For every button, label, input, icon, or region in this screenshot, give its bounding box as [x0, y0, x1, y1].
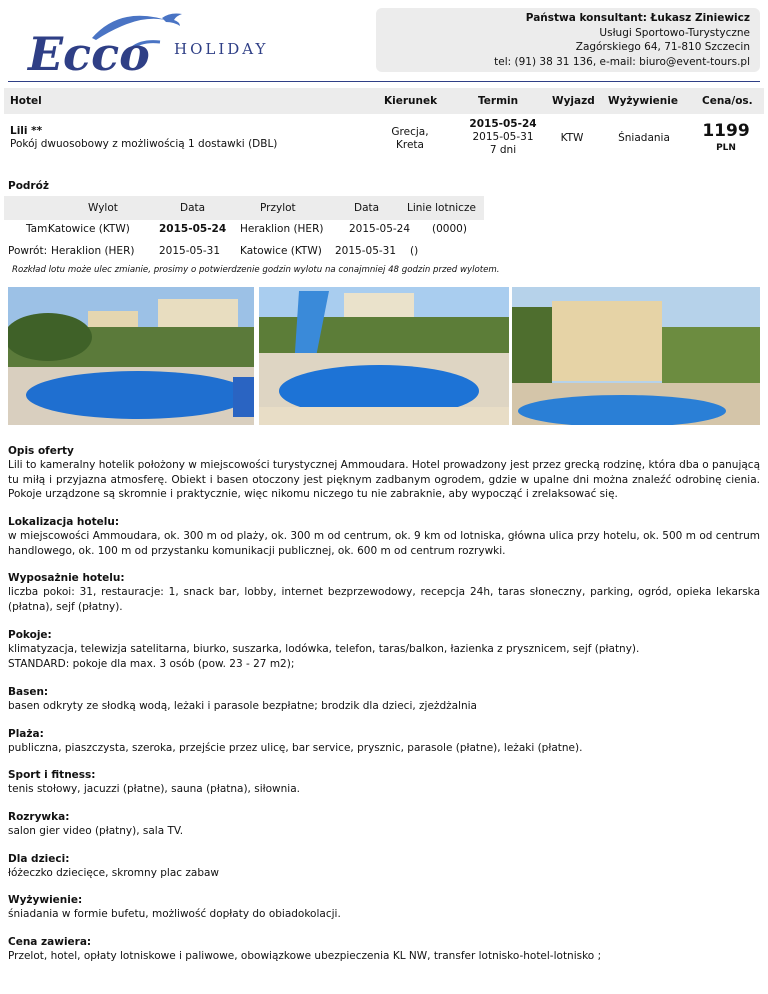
room-type: Pokój dwuosobowy z możliwością 1 dostawki (DBL): [10, 138, 278, 150]
consultant-box: [376, 8, 760, 72]
section-title: Rozrywka:: [8, 811, 70, 823]
section-description: [8, 444, 760, 501]
col-term: Termin: [478, 95, 519, 107]
flight-col-date1: Data: [180, 202, 206, 214]
hotel-name: Lili **: [10, 125, 43, 137]
flight-back-dep: Heraklion (HER): [51, 245, 135, 257]
section-text-2: STANDARD: pokoje dla max. 3 osób (pow. 23 - 27 m2);: [8, 657, 295, 670]
duration: 7 dni: [489, 144, 517, 156]
country: Grecja,: [391, 126, 429, 138]
flight-table-header: [4, 196, 484, 220]
section-text: Lili to kameralny hotelik położony w miejscowości turystycznej Ammoudara. Hotel prowadzony jest przez grecką rodzinę, która dba o panującą tu miłą i przyjazna atmosferę. Obiekt i basen otoczony jest pięknym zadbanym ogrodem, gdzie w upalne dni można znaleźć odrobinę cienia. Pokoje urządzone są skromnie i praktycznie, więc nikomu niczego tu nie zabraknie, aby wypocząć i zrelaksować się.: [8, 459, 760, 500]
section-location: [8, 515, 760, 558]
flight-out-date2: 2015-05-24: [349, 223, 411, 235]
flight-out-dep: Katowice (KTW): [48, 223, 130, 235]
section-text: klimatyzacja, telewizja satelitarna, biurko, suszarka, lodówka, telefon, taras/balkon, łazienka z prysznicem, sejf (płatny).: [8, 643, 640, 656]
section-sport: [8, 768, 760, 797]
hotel-photo-1[interactable]: [8, 287, 254, 425]
date-from: 2015-05-24: [469, 118, 537, 130]
section-rooms: [8, 628, 760, 671]
agency-contact[interactable]: tel: (91) 38 31 136, e-mail: biuro@event-tours.pl: [494, 55, 750, 68]
flight-out-arr: Heraklion (HER): [240, 223, 324, 235]
trip-title: Podróż: [8, 180, 49, 192]
departure-airport: KTW: [560, 132, 584, 144]
price: 1199: [702, 121, 750, 141]
col-departure: Wyjazd: [552, 95, 595, 107]
date-to: 2015-05-31: [472, 131, 534, 143]
section-text: tenis stołowy, jacuzzi (płatne), sauna (płatna), siłownia.: [8, 783, 300, 796]
flight-back-date2: 2015-05-31: [335, 245, 397, 257]
section-text: w miejscowości Ammoudara, ok. 300 m od plaży, ok. 300 m od centrum, ok. 9 km od lotniska, główna ulica przy hotelu, ok. 500 m od centrum handlowego, ok. 100 m od przystanku komunikacji publicznej, ok. 600 m od centrum rozrywki.: [8, 530, 760, 557]
brand-sub: HOLIDAY: [174, 40, 269, 58]
flight-out-label: Tam:: [26, 223, 51, 235]
flight-out-date1: 2015-05-24: [159, 223, 227, 235]
agency-name: Usługi Sportowo-Turystyczne: [599, 26, 750, 39]
section-facilities: [8, 571, 760, 614]
brand-name: Ecco: [28, 27, 150, 80]
section-text: basen odkryty ze słodką wodą, leżaki i parasole bezpłatne; brodzik dla dzieci, zjeżdżalnia: [8, 700, 477, 713]
section-title: Lokalizacja hotelu:: [8, 516, 120, 528]
section-beach: [8, 727, 760, 756]
section-text: salon gier video (płatny), sala TV.: [8, 825, 184, 838]
section-pool: [8, 685, 760, 714]
section-meals: [8, 893, 760, 922]
flight-col-airline: Linie lotnicze: [407, 202, 476, 214]
flight-col-arr: Przylot: [260, 202, 296, 214]
section-title: Dla dzieci:: [8, 853, 70, 865]
flight-back-label: Powrót:: [8, 245, 48, 257]
offer-row: [4, 116, 764, 162]
col-hotel: Hotel: [10, 95, 42, 107]
flight-col-date2: Data: [354, 202, 380, 214]
section-kids: [8, 852, 760, 881]
flight-back-airline: (): [410, 245, 419, 257]
region: Kreta: [396, 139, 424, 151]
section-entertainment: [8, 810, 760, 839]
section-title: Cena zawiera:: [8, 936, 92, 948]
section-text: publiczna, piaszczysta, szeroka, przejście przez ulicę, bar service, prysznic, parasole (płatne), leżaki (płatne).: [8, 742, 583, 755]
col-board: Wyżywienie: [608, 95, 678, 107]
section-title: Wyposażnie hotelu:: [8, 572, 125, 584]
offer-table-header: [4, 88, 764, 114]
col-price: Cena/os.: [702, 95, 753, 107]
ecco-holiday-logo: [22, 8, 292, 80]
header-divider: [8, 81, 760, 82]
consultant-name: Państwa konsultant: Łukasz Ziniewicz: [525, 12, 750, 24]
section-title: Basen:: [8, 686, 49, 698]
board-type: Śniadania: [618, 132, 670, 144]
flight-col-dep: Wylot: [88, 202, 118, 214]
section-title: Sport i fitness:: [8, 769, 96, 781]
col-direction: Kierunek: [384, 95, 438, 107]
section-text: łóżeczko dziecięce, skromny plac zabaw: [8, 867, 219, 880]
currency: PLN: [716, 143, 736, 153]
section-title: Opis oferty: [8, 445, 74, 457]
hotel-photo-3[interactable]: [512, 287, 760, 425]
section-text: śniadania w formie bufetu, możliwość dopłaty do obiadokolacji.: [8, 908, 341, 921]
agency-address: Zagórskiego 64, 71-810 Szczecin: [575, 41, 750, 53]
flight-back-arr: Katowice (KTW): [240, 245, 322, 257]
section-title: Wyżywienie:: [8, 894, 83, 906]
hotel-photo-2[interactable]: [259, 287, 509, 425]
flight-out-airline: (0000): [432, 223, 467, 235]
flight-back-date1: 2015-05-31: [159, 245, 221, 257]
section-text: Przelot, hotel, opłaty lotniskowe i paliwowe, obowiązkowe ubezpieczenia KL NW, transfer lotnisko-hotel-lotnisko ;: [8, 950, 602, 963]
section-title: Pokoje:: [8, 629, 52, 641]
section-title: Plaża:: [8, 728, 44, 740]
section-price-includes: [8, 935, 760, 964]
section-text: liczba pokoi: 31, restauracje: 1, snack bar, lobby, internet bezprzewodowy, recepcja 24h, taras słoneczny, parking, ogród, opieka lekarska (płatna), sejf (płatny).: [8, 586, 760, 613]
flight-note: Rozkład lotu może ulec zmianie, prosimy o potwierdzenie godzin wylotu na conajmniej 48 godzin przed wylotem.: [12, 265, 500, 275]
